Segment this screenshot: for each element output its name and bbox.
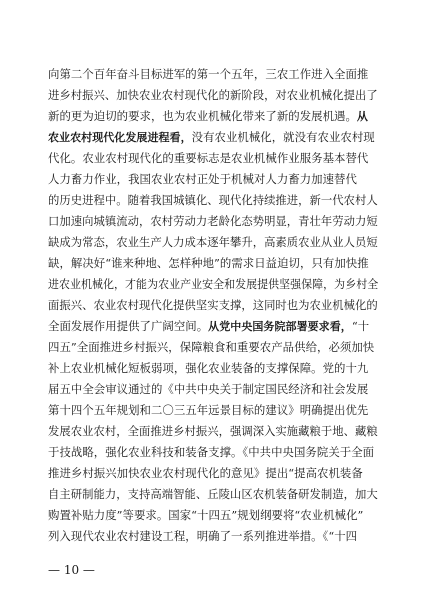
text-line [48, 316, 378, 337]
text-segment: 全面发展作用提供了广阔空间。 [48, 319, 209, 333]
text-segment: 四五”全面推进乡村振兴，保障粮食和重要农产品供给，必须加快 [48, 340, 375, 354]
text-segment: “十 [351, 319, 370, 333]
text-line [48, 64, 378, 85]
text-line [48, 484, 376, 505]
text-segment: 发展农业农村，全面推进乡村振兴，强调深入实施藏粮于地、藏粮 [48, 424, 378, 438]
page-number: — 10 — [48, 563, 95, 577]
text-line [48, 463, 378, 484]
text-line [48, 274, 379, 295]
text-line [48, 253, 378, 274]
text-line [48, 190, 376, 211]
text-line [48, 379, 378, 400]
text-segment: 人力畜力作业，我国农业农村正处于机械对人力畜力加速替代 [48, 172, 357, 186]
text-line [48, 169, 378, 190]
text-line [48, 85, 376, 106]
text-segment: 购置补贴力度”等要求。国家“十四五”规划纲要将“农业机械化” [48, 508, 364, 522]
text-segment: 届五中全会审议通过的《中共中央关于制定国民经济和社会发展 [48, 382, 369, 396]
text-segment: 口加速向城镇流动，农村劳动力老龄化态势明显，青壮年劳动力短 [48, 214, 378, 228]
text-segment: 的历史进程中。随着我国城镇化、现代化持续推进，新一代农村人 [48, 193, 378, 207]
text-line [48, 526, 378, 547]
text-line [48, 232, 376, 253]
text-segment: 面振兴、农业农村现代化提供坚实支撑，这同时也为农业机械化的 [48, 298, 378, 312]
text-segment: 自主研制能力，支持高端智能、丘陵山区农机装备研发制造，加大 [48, 487, 378, 501]
text-line [48, 127, 378, 148]
text-segment: 第十四个五年规划和二〇三五年远景目标的建议》明确提出优先 [48, 403, 369, 417]
text-line [48, 505, 378, 526]
text-line [48, 148, 378, 169]
text-segment: 代化。农业农村现代化的重要标志是农业机械作业服务基本替代 [48, 151, 369, 165]
text-line [48, 421, 376, 442]
text-segment: 向第二个百年奋斗目标进军的第一个五年，三农工作进入全面推 [48, 67, 369, 81]
text-segment: 于技战略，强化农业科技和装备支撑。《中共中央国务院关于全面 [48, 445, 375, 459]
bold-text-segment: 农业农村现代化发展进程看， [48, 131, 192, 144]
text-segment: 进农业机械化，才能为农业产业安全和发展提供坚强保障，为乡村全 [48, 277, 379, 291]
bold-text-segment: 从党中央国务院部署要求看， [208, 320, 352, 333]
text-segment: 进乡村振兴、加快农业农村现代化的新阶段，对农业机械化提出了 [48, 88, 378, 102]
text-segment: 推进乡村振兴加快农业农村现代化的意见》提出“提高农机装备 [48, 466, 363, 480]
text-segment: 列入现代农业农村建设工程，明确了一系列推进举措。《“十四 [48, 529, 358, 543]
text-line [48, 400, 378, 421]
text-line [48, 211, 376, 232]
bold-text-segment: 从 [356, 110, 368, 123]
text-line [48, 442, 378, 463]
text-line [48, 106, 378, 127]
text-segment: 补上农业机械化短板弱项，强化农业装备的支撑保障。党的十九 [48, 361, 369, 375]
text-segment: 没有农业机械化，就没有农业农村现 [191, 130, 375, 144]
text-line [48, 295, 376, 316]
body-text [48, 64, 378, 547]
text-segment: 缺成为常态，农业生产人力成本逐年攀升，高素质农业从业人员短 [48, 235, 378, 249]
text-line [48, 358, 378, 379]
text-line [48, 337, 378, 358]
text-segment: 缺，解决好“谁来种地、怎样种地”的需求日益迫切，只有加快推 [48, 256, 369, 270]
text-segment: 新的更为迫切的要求，也为农业机械化带来了新的发展机遇。 [48, 109, 357, 123]
